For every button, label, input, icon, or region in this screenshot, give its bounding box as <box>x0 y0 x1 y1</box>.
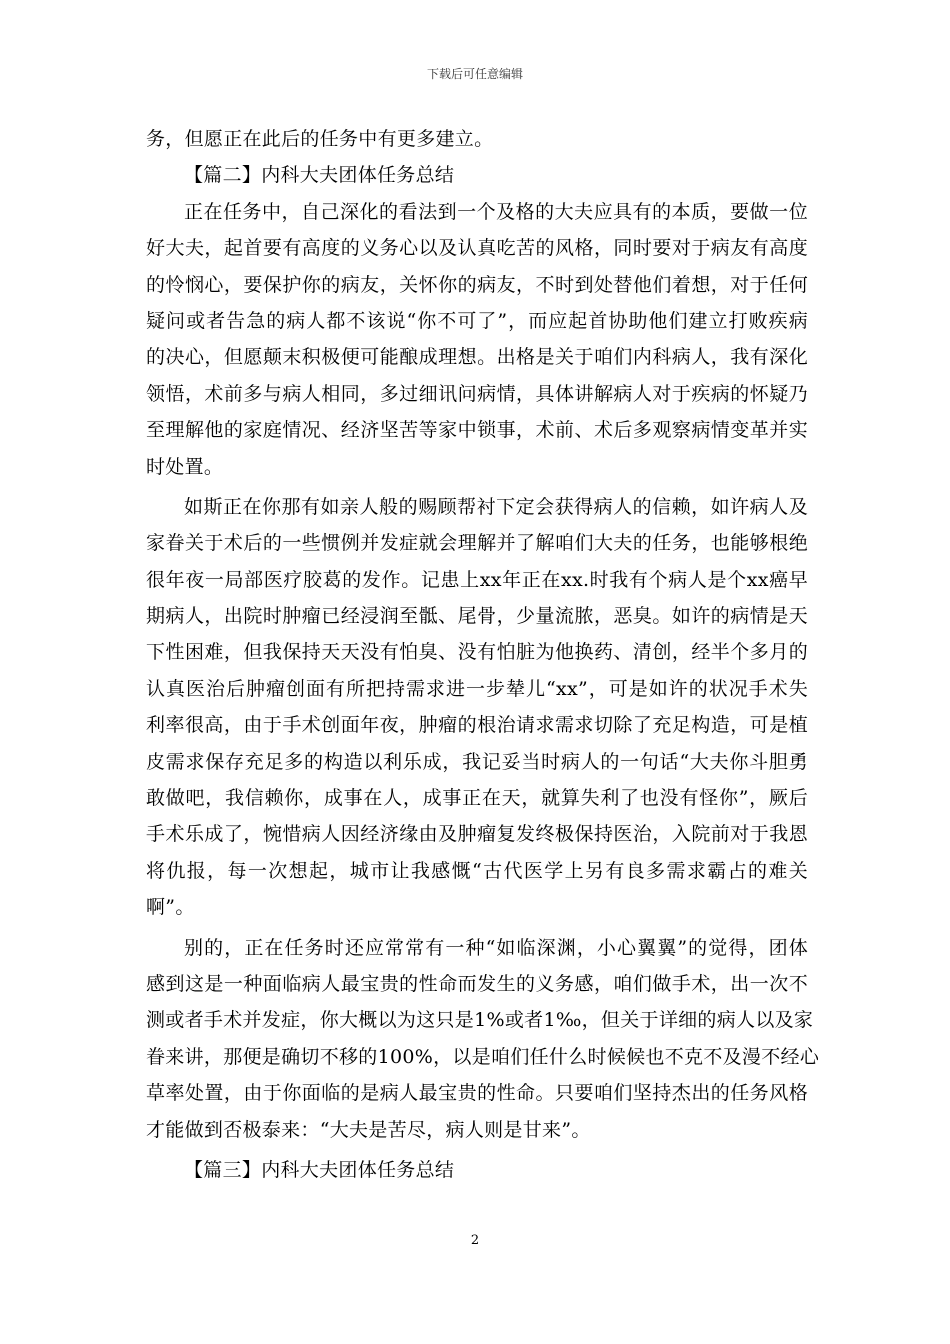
text-line: 皮需求保存充足多的构造以利乐成，我记妥当时病人的一句话“大夫你斗胆勇 <box>146 750 808 773</box>
text-line: 的怜悯心，要保护你的病友，关怀你的病友，不时到处替他们着想，对于任何 <box>146 273 808 296</box>
section-heading: 【篇三】内科大夫团体任务总结 <box>184 1158 455 1181</box>
text-line: 的决心，但愿颠末积极便可能酿成理想。出格是关于咱们内科病人，我有深化 <box>146 346 808 369</box>
page-header-note: 下载后可任意编辑 <box>426 67 523 81</box>
text-line: 敢做吧，我信赖你，成事在人，成事正在天，就算失利了也没有怪你”，厥后 <box>146 787 808 810</box>
text-line: 期病人，出院时肿瘤已经浸润至骶、尾骨，少量流脓，恶臭。如许的病情是天 <box>146 605 808 628</box>
document-body <box>146 121 820 1188</box>
page-number: 2 <box>470 1233 480 1248</box>
text-line: 正在任务中，自己深化的看法到一个及格的大夫应具有的本质，要做一位 <box>184 200 808 223</box>
section-heading: 【篇二】内科大夫团体任务总结 <box>184 164 455 187</box>
text-line: 草率处置，由于你面临的是病人最宝贵的性命。只要咱们坚持杰出的任务风格 <box>146 1082 808 1105</box>
text-line: 才能做到否极泰来：“大夫是苦尽，病人则是甘来”。 <box>146 1118 591 1141</box>
text-line: 啊”。 <box>146 896 195 919</box>
text-line: 很年夜一局部医疗胶葛的发作。记患上xx年正在xx.时我有个病人是个xx癌早 <box>146 568 808 591</box>
text-line: 眷来讲，那便是确切不移的100%，以是咱们任什么时候候也不克不及漫不经心 <box>146 1045 820 1068</box>
text-line: 将仇报，每一次想起，城市让我感慨“古代医学上另有良多需求霸占的难关 <box>146 859 808 882</box>
text-line: 至理解他的家庭情况、经济坚苦等家中锁事，术前、术后多观察病情变革并实 <box>146 419 808 442</box>
text-line: 如斯正在你那有如亲人般的赐顾帮衬下定会获得病人的信赖，如许病人及 <box>184 495 808 518</box>
text-line: 疑问或者告急的病人都不该说“你不可了”，而应起首协助他们建立打败疾病 <box>146 309 808 332</box>
text-line: 下性困难，但我保持天天没有怕臭、没有怕脏为他换药、清创，经半个多月的 <box>146 641 808 664</box>
text-line: 利率很高，由于手术创面年夜，肿瘤的根治请求需求切除了充足构造，可是植 <box>146 714 808 737</box>
text-line: 别的，正在任务时还应常常有一种“如临深渊，小心翼翼”的觉得，团体 <box>184 936 808 959</box>
text-line: 好大夫，起首要有高度的义务心以及认真吃苦的风格，同时要对于病友有高度 <box>146 237 808 260</box>
text-line: 手术乐成了，惋惜病人因经济缘由及肿瘤复发终极保持医治，入院前对于我恩 <box>146 823 808 846</box>
text-line: 领悟，术前多与病人相同，多过细讯问病情，具体讲解病人对于疾病的怀疑乃 <box>146 382 808 405</box>
text-line: 家眷关于术后的一些惯例并发症就会理解并了解咱们大夫的任务，也能够根绝 <box>146 532 808 555</box>
text-line: 认真医治后肿瘤创面有所把持需求进一步辇儿“xx”，可是如许的状况手术失 <box>146 677 808 700</box>
text-line: 感到这是一种面临病人最宝贵的性命而发生的义务感，咱们做手术，出一次不 <box>146 972 808 995</box>
text-line: 务，但愿正在此后的任务中有更多建立。 <box>146 128 494 150</box>
text-line: 测或者手术并发症，你大概以为这只是1%或者1‰，但关于详细的病人以及家 <box>146 1009 814 1032</box>
text-line: 时处置。 <box>146 455 224 478</box>
